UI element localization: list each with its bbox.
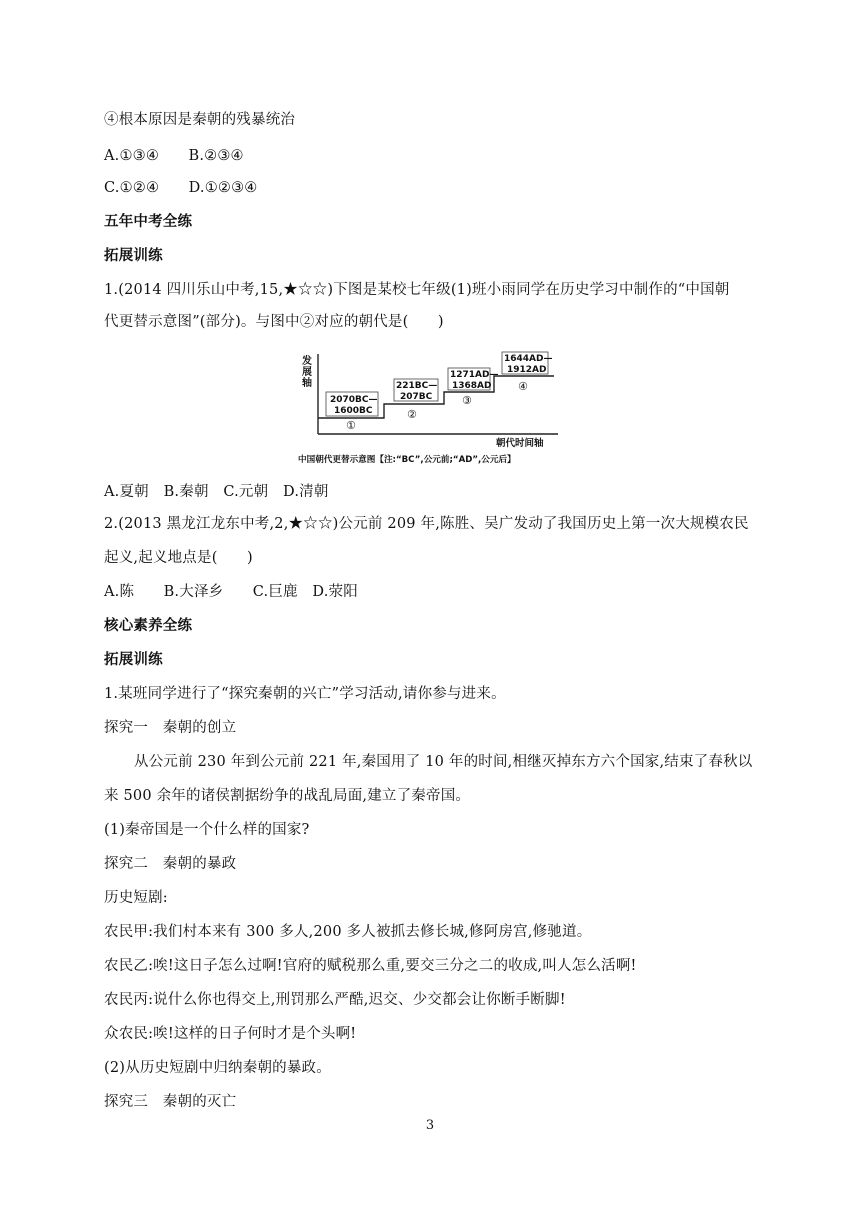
question-text: 1.某班同学进行了“探究秦朝的兴亡”学习活动,请你参与进来。 [104,686,506,702]
question-text: 起义,起义地点是( ) [104,550,253,566]
dialogue-line: 农民丙:说什么你也得交上,刑罚那么严酷,迟交、少交都会让你断手断脚! [104,992,566,1008]
inquiry-heading: 探究三 秦朝的灭亡 [104,1094,237,1110]
option-line: ④根本原因是秦朝的残暴统治 [104,112,296,128]
inquiry-heading: 探究二 秦朝的暴政 [104,856,237,872]
step-range-start: 1271AD— [450,370,499,380]
step-range-start: 221BC— [396,381,438,391]
question-text: 2.(2013 黑龙江龙东中考,2,★☆☆)公元前 209 年,陈胜、吴广发动了我国历史上第一次大规模农民 [104,516,749,532]
sub-question: (1)秦帝国是一个什么样的国家? [104,822,310,838]
question-text: 代更替示意图”(部分)。与图中②对应的朝代是( ) [104,314,444,330]
question-text: 1.(2014 四川乐山中考,15,★☆☆)下图是某校七年级(1)班小雨同学在历史学习中制作的“中国朝 [104,282,730,298]
step-marker: ③ [462,394,472,407]
answer-options: A.①③④ B.②③④ [104,148,244,164]
step-range-end: 1912AD [507,365,547,375]
step-range-end: 1600BC [334,406,373,416]
step-range-end: 207BC [400,392,433,402]
diagram-caption: 中国朝代更替示意图【注:“BC”,公元前;“AD”,公元后】 [298,455,516,465]
subsection-heading: 拓展训练 [104,248,163,264]
page-number: 3 [425,1118,435,1133]
section-heading: 五年中考全练 [104,214,193,230]
step-marker: ② [407,408,417,421]
subsection-heading: 拓展训练 [104,652,163,668]
inquiry-heading: 探究一 秦朝的创立 [104,720,237,736]
paragraph-text: 从公元前 230 年到公元前 221 年,秦国用了 10 年的时间,相继灭掉东方六个国家,结束了春秋以 [134,754,753,770]
step-range-start: 2070BC— [330,395,378,405]
answer-options: A.夏朝 B.秦朝 C.元朝 D.清朝 [104,484,329,500]
y-axis-label: 轴 [302,378,312,389]
sub-question: (2)从历史短剧中归纳秦朝的暴政。 [104,1060,331,1076]
section-heading: 核心素养全练 [104,618,193,634]
x-axis-label: 朝代时间轴 [496,438,544,449]
answer-options: A.陈 B.大泽乡 C.巨鹿 D.荥阳 [104,584,358,600]
step-range-end: 1368AD [452,381,492,391]
step-marker: ④ [518,380,528,393]
dialogue-line: 农民乙:唉!这日子怎么过啊!官府的赋税那么重,要交三分之二的收成,叫人怎么活啊! [104,958,637,974]
step-range-start: 1644AD— [504,354,553,364]
step-marker: ① [346,419,356,432]
dialogue-line: 众农民:唉!这样的日子何时才是个头啊! [104,1026,357,1042]
dynasty-diagram [296,346,566,470]
answer-options: C.①②④ D.①②③④ [104,180,258,196]
drama-title: 历史短剧: [104,890,168,906]
y-axis-label: 发 [302,356,312,367]
paragraph-text: 来 500 余年的诸侯割据纷争的战乱局面,建立了秦帝国。 [104,788,471,804]
dialogue-line: 农民甲:我们村本来有 300 多人,200 多人被抓去修长城,修阿房宫,修驰道。 [104,924,592,940]
y-axis-label: 展 [302,367,312,378]
